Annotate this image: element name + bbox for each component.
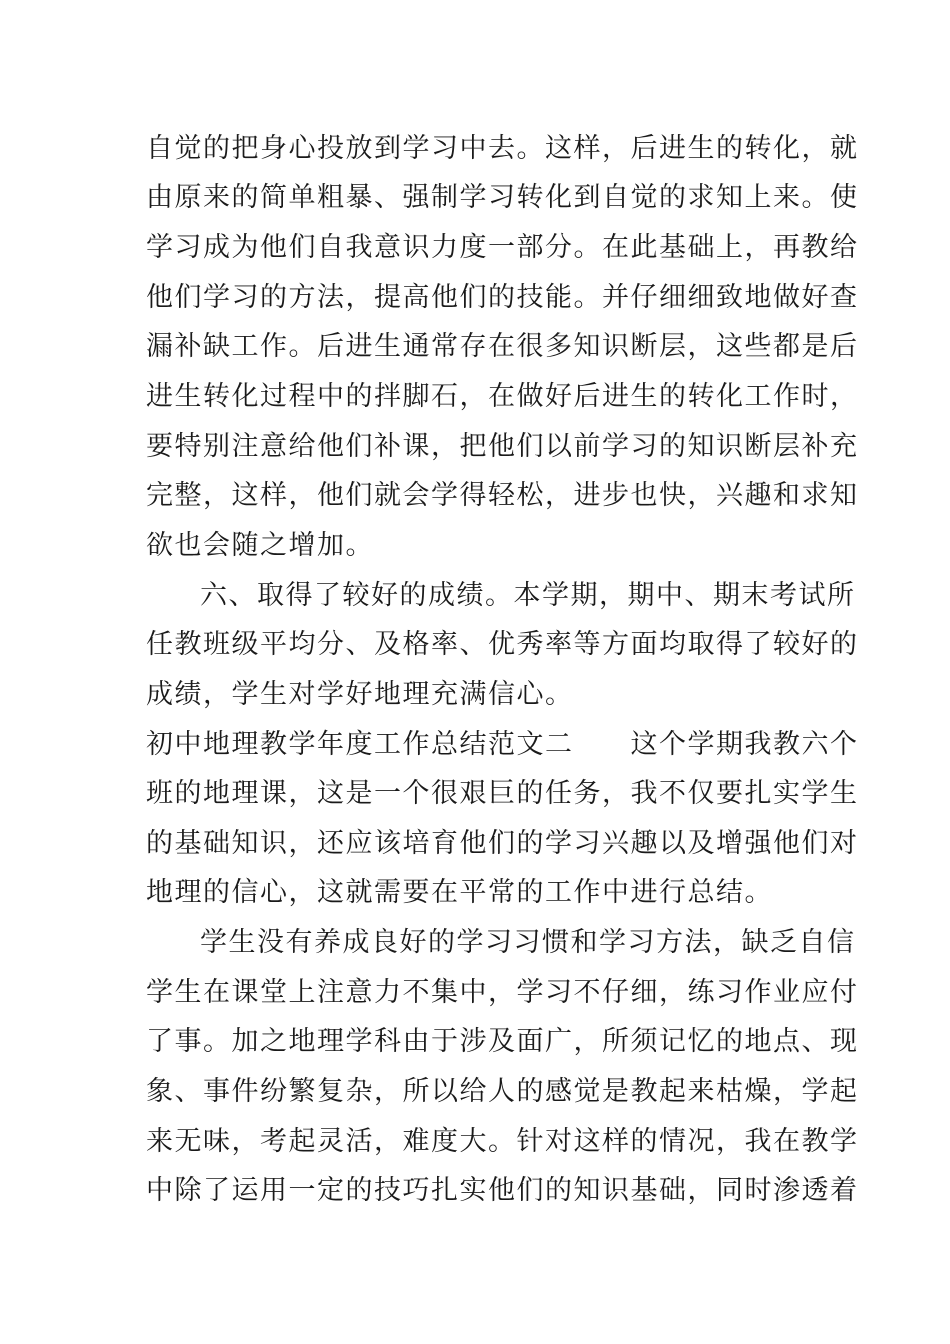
paragraph-start-line: 学生没有养成良好的学习习惯和学习方法，缺乏自信 <box>200 927 856 958</box>
text-line: 中除了运用一定的技巧扎实他们的知识基础，同时渗透着 <box>146 1175 859 1206</box>
text-line: 来无味，考起灵活，难度大。针对这样的情况，我在教学 <box>146 1126 859 1157</box>
text-line: 欲也会随之增加。 <box>146 530 374 561</box>
text-line: 完整，这样，他们就会学得轻松，进步也快，兴趣和求知 <box>146 480 859 511</box>
text-line: 地理的信心，这就需要在平常的工作中进行总结。 <box>146 877 773 908</box>
text-line: 进生转化过程中的拌脚石，在做好后进生的转化工作时， <box>146 381 859 412</box>
text-line: 由原来的简单粗暴、强制学习转化到自觉的求知上来。使 <box>146 182 859 213</box>
paragraph-start-line: 六、取得了较好的成绩。本学期，期中、期末考试所 <box>200 580 856 611</box>
text-line: 成绩，学生对学好地理充满信心。 <box>146 679 574 710</box>
text-line: 他们学习的方法，提高他们的技能。并仔细细致地做好查 <box>146 282 859 313</box>
text-line: 象、事件纷繁复杂，所以给人的感觉是教起来枯燥，学起 <box>146 1076 859 1107</box>
text-line: 要特别注意给他们补课，把他们以前学习的知识断层补充 <box>146 431 859 462</box>
text-line: 班的地理课，这是一个很艰巨的任务，我不仅要扎实学生 <box>146 778 859 809</box>
text-line: 自觉的把身心投放到学习中去。这样，后进生的转化，就 <box>146 133 859 164</box>
text-line: 任教班级平均分、及格率、优秀率等方面均取得了较好的 <box>146 629 859 660</box>
section-title-line: 初中地理教学年度工作总结范文二 这个学期我教六个 <box>146 729 859 760</box>
text-line: 学习成为他们自我意识力度一部分。在此基础上，再教给 <box>146 232 859 263</box>
text-line: 学生在课堂上注意力不集中，学习不仔细，练习作业应付 <box>146 977 859 1008</box>
text-line: 的基础知识，还应该培育他们的学习兴趣以及增强他们对 <box>146 828 859 859</box>
text-line: 漏补缺工作。后进生通常存在很多知识断层，这些都是后 <box>146 331 859 362</box>
text-line: 了事。加之地理学科由于涉及面广，所须记忆的地点、现 <box>146 1026 859 1057</box>
